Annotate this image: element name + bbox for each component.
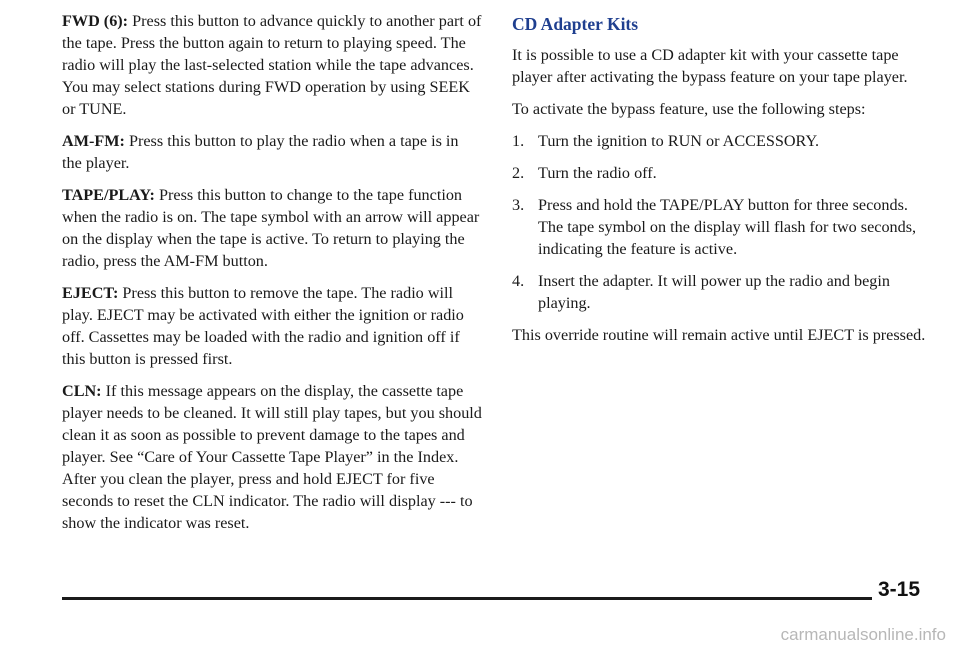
term-tape-play: TAPE/PLAY:: [62, 186, 155, 204]
steps-list: [512, 130, 932, 314]
closing-paragraph: This override routine will remain active until EJECT is pressed.: [512, 326, 926, 344]
list-item: [512, 194, 932, 260]
list-item: [512, 130, 932, 152]
steps-intro: To activate the bypass feature, use the following steps:: [512, 100, 866, 118]
paragraph-eject: [62, 282, 482, 370]
text-cln: If this message appears on the display, the cassette tape player needs to be cleaned. It will still play tapes, but you should clean it as soon as possible to prevent damage to the tapes and player. See “Care of Your Cassette Tape Player” in the Index. After you clean the player, press and hold EJECT for five seconds to reset the CLN indicator. The radio will display --- to show the indicator was reset.: [62, 382, 482, 532]
term-fwd: FWD (6):: [62, 12, 129, 30]
paragraph-fwd: [62, 10, 482, 120]
page-number: 3-15: [877, 578, 920, 601]
step-text: Press and hold the TAPE/PLAY button for three seconds. The tape symbol on the display will flash for two seconds, indicating the feature is active.: [538, 196, 917, 258]
paragraph-am-fm: [62, 130, 482, 174]
footer-rule: [62, 597, 872, 600]
right-column: [512, 10, 932, 356]
left-column: [62, 10, 482, 544]
step-number: 3.: [512, 196, 525, 214]
paragraph-cln: [62, 380, 482, 534]
text-fwd: Press this button to advance quickly to another part of the tape. Press the button again to return to playing speed. The radio will play the last-selected station while the tape advances. You may select stations during FWD operation by using SEEK or TUNE.: [62, 12, 482, 118]
step-number: 1.: [512, 132, 525, 150]
paragraph-tape-play: [62, 184, 482, 272]
step-number: 4.: [512, 272, 525, 290]
section-heading: CD Adapter Kits: [512, 14, 639, 34]
step-number: 2.: [512, 164, 525, 182]
intro-paragraph: It is possible to use a CD adapter kit with your cassette tape player after activating the bypass feature on your tape player.: [512, 46, 908, 86]
watermark: carmanualsonline.info: [780, 625, 946, 644]
step-text: Turn the radio off.: [538, 164, 657, 182]
text-am-fm: Press this button to play the radio when a tape is in the player.: [62, 132, 459, 172]
list-item: [512, 162, 932, 184]
step-text: Insert the adapter. It will power up the radio and begin playing.: [538, 272, 890, 312]
text-tape-play: Press this button to change to the tape function when the radio is on. The tape symbol with an arrow will appear on the display when the tape is active. To return to playing the radio, press the AM-FM button.: [62, 186, 480, 270]
term-am-fm: AM-FM:: [62, 132, 125, 150]
list-item: [512, 270, 932, 314]
term-eject: EJECT:: [62, 284, 119, 302]
text-eject: Press this button to remove the tape. The radio will play. EJECT may be activated with either the ignition or radio off. Cassettes may be loaded with the radio and ignition off if this button is pressed first.: [62, 284, 464, 368]
step-text: Turn the ignition to RUN or ACCESSORY.: [538, 132, 820, 150]
term-cln: CLN:: [62, 382, 102, 400]
